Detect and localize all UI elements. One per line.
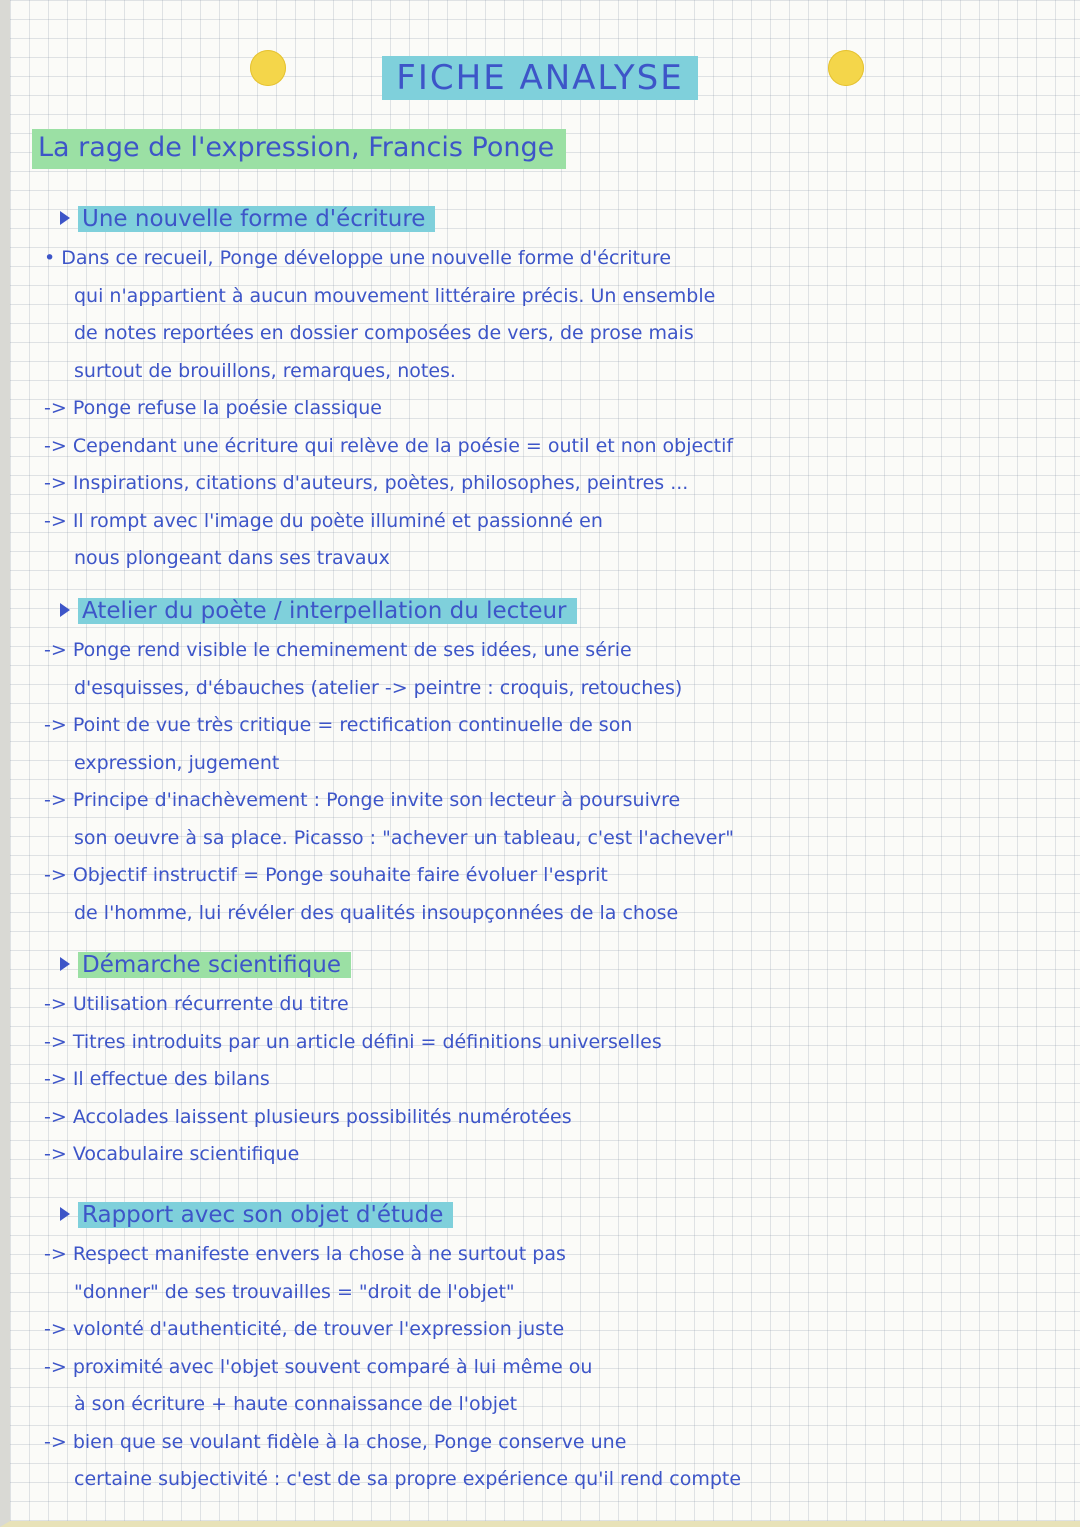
note-line: expression, jugement: [74, 751, 280, 774]
document-heading: La rage de l'expression, Francis Ponge: [32, 132, 566, 163]
note-line: -> Point de vue très critique = rectification continuelle de son: [44, 714, 633, 736]
note-line: • Dans ce recueil, Ponge développe une nouvelle forme d'écriture: [44, 247, 672, 269]
note-line: -> Titres introduits par un article défini = définitions universelles: [44, 1030, 662, 1053]
note-line: nous plongeant dans ses travaux: [74, 547, 390, 569]
section-demarche-scientifique: [44, 946, 1070, 1174]
section-nouvelle-forme: [44, 200, 1070, 578]
section-title: Atelier du poète / interpellation du lecteur: [60, 592, 1070, 632]
note-line: -> Il rompt avec l'image du poète illuminé et passionné en: [44, 509, 603, 532]
triangle-bullet-icon: [60, 603, 70, 617]
section-rapport-objet: [44, 1196, 1070, 1499]
section-atelier-du-poete: [44, 592, 1070, 932]
note-line: -> Respect manifeste envers la chose à ne surtout pas: [44, 1243, 566, 1265]
note-line: -> Il effectue des bilans: [44, 1068, 270, 1090]
section-title: Démarche scientifique: [60, 946, 1070, 986]
note-line: -> volonté d'authenticité, de trouver l'expression juste: [44, 1318, 565, 1340]
triangle-bullet-icon: [60, 211, 70, 225]
note-line: -> Objectif instructif = Ponge souhaite faire évoluer l'esprit: [44, 864, 608, 886]
triangle-bullet-icon: [60, 957, 70, 971]
note-line: -> Inspirations, citations d'auteurs, poètes, philosophes, peintres ...: [44, 472, 689, 494]
note-line: de notes reportées en dossier composées de vers, de prose mais: [74, 322, 694, 344]
note-line: "donner" de ses trouvailles = "droit de l'objet": [74, 1280, 515, 1303]
section-title: Rapport avec son objet d'étude: [60, 1196, 1070, 1236]
note-line: -> Ponge refuse la poésie classique: [44, 397, 382, 419]
note-line: d'esquisses, d'ébauches (atelier -> peintre : croquis, retouches): [74, 676, 683, 699]
note-line: -> Cependant une écriture qui relève de la poésie = outil et non objectif: [44, 434, 734, 457]
section-title: Une nouvelle forme d'écriture: [60, 200, 1070, 240]
note-line: -> Principe d'inachèvement : Ponge invite son lecteur à poursuivre: [44, 789, 681, 811]
note-line: certaine subjectivité : c'est de sa propre expérience qu'il rend compte: [74, 1468, 742, 1490]
note-line: -> Ponge rend visible le cheminement de ses idées, une série: [44, 639, 632, 661]
note-line: surtout de brouillons, remarques, notes.: [74, 359, 456, 382]
note-line: de l'homme, lui révéler des qualités insoupçonnées de la chose: [74, 901, 679, 924]
page-title: FICHE ANALYSE: [10, 58, 1070, 98]
note-line: -> Utilisation récurrente du titre: [44, 993, 349, 1015]
note-line: -> bien que se voulant fidèle à la chose, Ponge conserve une: [44, 1430, 627, 1453]
note-line: qui n'appartient à aucun mouvement littéraire précis. Un ensemble: [74, 284, 716, 307]
triangle-bullet-icon: [60, 1207, 70, 1221]
note-line: son oeuvre à sa place. Picasso : "achever un tableau, c'est l'achever": [74, 826, 735, 849]
note-line: -> Accolades laissent plusieurs possibilités numérotées: [44, 1105, 572, 1128]
note-line: à son écriture + haute connaissance de l'objet: [74, 1393, 518, 1415]
note-line: -> Vocabulaire scientifique: [44, 1143, 300, 1165]
note-line: -> proximité avec l'objet souvent comparé à lui même ou: [44, 1355, 593, 1378]
